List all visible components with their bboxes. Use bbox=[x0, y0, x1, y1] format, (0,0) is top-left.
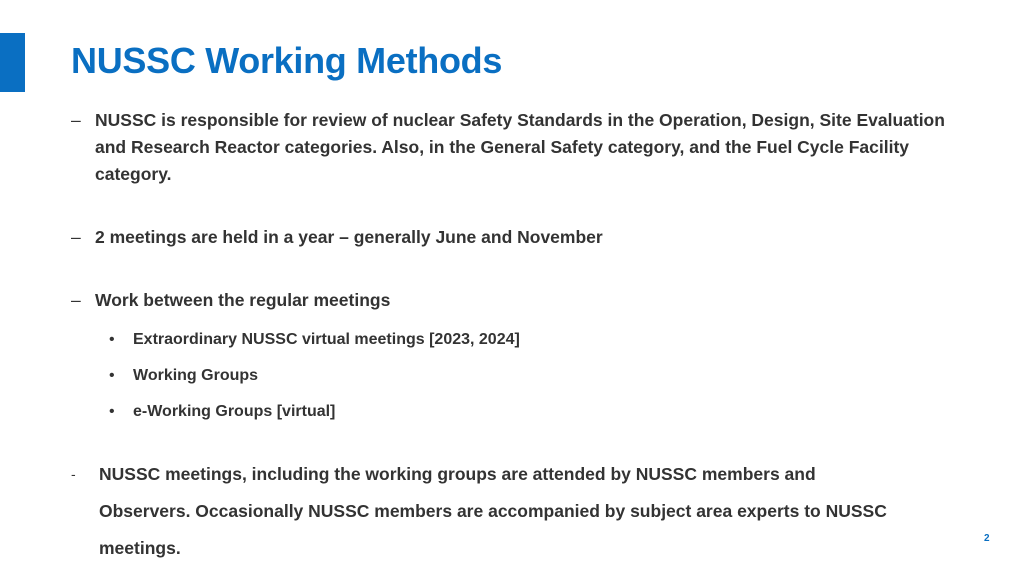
list-item bbox=[71, 224, 945, 251]
list-item bbox=[71, 287, 945, 314]
list-item-text: NUSSC is responsible for review of nuclear Safety Standards in the Operation, Design, Site Evaluation and Research Reactor categories. Also, in the General Safety category, and the Fuel Cycle Facility category. bbox=[95, 110, 945, 184]
sub-list-item bbox=[109, 365, 258, 387]
sub-list-item-text: e-Working Groups [virtual] bbox=[133, 403, 336, 420]
hyphen-marker: - bbox=[71, 466, 76, 482]
bullet-marker: • bbox=[109, 367, 115, 384]
list-item bbox=[71, 107, 945, 188]
sub-list-item-text: Extraordinary NUSSC virtual meetings [2023, 2024] bbox=[133, 331, 520, 348]
sub-list-item bbox=[109, 401, 335, 423]
dash-marker: – bbox=[71, 227, 81, 247]
sub-list-item bbox=[109, 329, 520, 351]
dash-marker: – bbox=[71, 290, 81, 310]
page-number: 2 bbox=[984, 533, 990, 544]
list-item-text: 2 meetings are held in a year – generally June and November bbox=[95, 227, 603, 247]
bullet-marker: • bbox=[109, 403, 115, 420]
list-item bbox=[71, 456, 899, 567]
list-item-text: Work between the regular meetings bbox=[95, 290, 391, 310]
sub-list-item-text: Working Groups bbox=[133, 367, 259, 384]
bullet-marker: • bbox=[109, 331, 115, 348]
list-item-text: NUSSC meetings, including the working groups are attended by NUSSC members and Observers. Occasionally NUSSC members are accompanied by subject area experts to NUSSC meetings. bbox=[99, 464, 887, 558]
slide-title: NUSSC Working Methods bbox=[71, 40, 503, 81]
dash-marker: – bbox=[71, 110, 81, 130]
